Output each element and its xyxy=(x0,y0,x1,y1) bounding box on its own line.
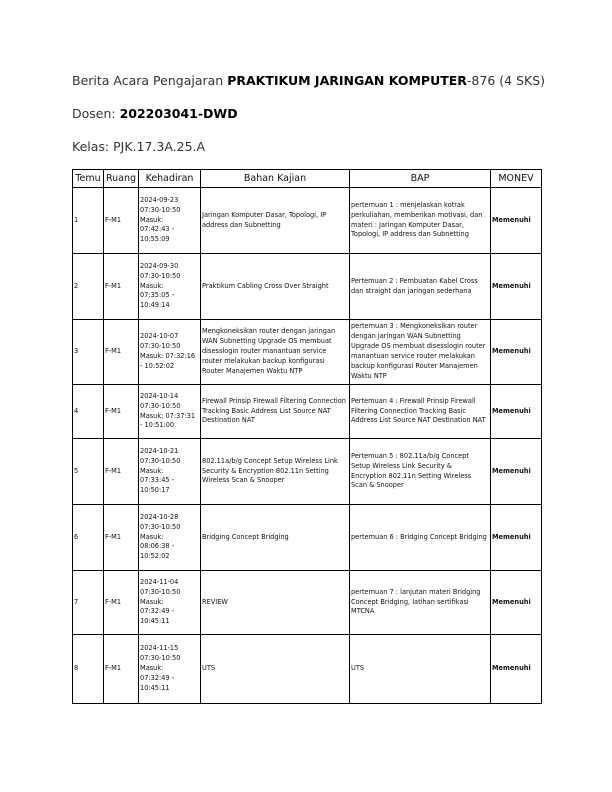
title-prefix: Berita Acara Pengajaran xyxy=(72,73,228,88)
attendance-line: 10:45:11 xyxy=(140,617,170,626)
room-cell: F-M1 xyxy=(104,320,139,385)
table-row xyxy=(73,254,542,320)
attendance-line: Masuk: xyxy=(140,281,164,290)
document-title xyxy=(72,73,545,88)
study-material-cell: 802.11a/b/g Concept Setup Wireless Link Security & Encryption 802.11n Setting Wireless Scan & Snooper xyxy=(201,439,350,505)
bap-cell: UTS xyxy=(350,635,491,704)
lecturer-id: 202203041-DWD xyxy=(119,106,238,121)
room-cell: F-M1 xyxy=(104,439,139,505)
bap-cell: Pertemuan 4 : Firewall Prinsip Firewall Filtering Connection Tracking Basic Address List Source NAT Destination NAT xyxy=(350,385,491,439)
meeting-number: 1 xyxy=(73,188,104,254)
monev-cell: Memenuhi xyxy=(491,320,542,385)
study-material-cell: REVIEW xyxy=(201,571,350,635)
attendance-line: 10:49:14 xyxy=(140,301,170,310)
attendance-line: 2024-10-14 xyxy=(140,391,179,400)
attendance-cell xyxy=(139,439,201,505)
bap-cell: pertemuan 6 : Bridging Concept Bridging xyxy=(350,505,491,571)
attendance-line: Masuk: xyxy=(140,664,164,673)
room-cell: F-M1 xyxy=(104,188,139,254)
attendance-line: 07:30-10:50 xyxy=(140,205,181,214)
attendance-line: Masuk: xyxy=(140,597,164,606)
attendance-cell xyxy=(139,320,201,385)
study-material-cell: UTS xyxy=(201,635,350,704)
table-row xyxy=(73,320,542,385)
table-header-row xyxy=(73,170,542,188)
table-row xyxy=(73,188,542,254)
room-cell: F-M1 xyxy=(104,571,139,635)
attendance-cell xyxy=(139,571,201,635)
study-material-cell: Bridging Concept Bridging xyxy=(201,505,350,571)
attendance-line: 07:30-10:50 xyxy=(140,654,181,663)
meeting-number: 2 xyxy=(73,254,104,320)
lecturer-label: Dosen: xyxy=(72,106,120,121)
col-header-monev: MONEV xyxy=(491,170,542,188)
meeting-number: 6 xyxy=(73,505,104,571)
attendance-line: 07:33:45 - xyxy=(140,476,175,485)
bap-cell: Pertemuan 2 : Pembuatan Kabel Cross dan straight dan jaringan sederhana xyxy=(350,254,491,320)
room-cell: F-M1 xyxy=(104,254,139,320)
table-body xyxy=(73,188,542,704)
attendance-line: 2024-10-28 xyxy=(140,512,179,521)
meeting-number: 5 xyxy=(73,439,104,505)
attendance-line: 2024-09-30 xyxy=(140,261,179,270)
meeting-number: 3 xyxy=(73,320,104,385)
room-cell: F-M1 xyxy=(104,505,139,571)
monev-cell: Memenuhi xyxy=(491,188,542,254)
attendance-line: 10:55:09 xyxy=(140,235,170,244)
monev-cell: Memenuhi xyxy=(491,385,542,439)
study-material-cell: Firewall Prinsip Firewall Filtering Connection Tracking Basic Address List Source NAT Destination NAT xyxy=(201,385,350,439)
attendance-cell xyxy=(139,505,201,571)
attendance-line: 10:45:11 xyxy=(140,683,170,692)
table-row xyxy=(73,505,542,571)
attendance-line: 07:30-10:50 xyxy=(140,456,181,465)
table-row xyxy=(73,439,542,505)
attendance-line: Masuk: xyxy=(140,466,164,475)
attendance-line: 2024-11-04 xyxy=(140,577,179,586)
attendance-line: 2024-10-21 xyxy=(140,446,179,455)
col-header-ruang: Ruang xyxy=(104,170,139,188)
monev-cell: Memenuhi xyxy=(491,571,542,635)
col-header-bahan-kajian: Bahan Kajian xyxy=(201,170,350,188)
table-row xyxy=(73,635,542,704)
monev-cell: Memenuhi xyxy=(491,439,542,505)
attendance-line: 07:35:05 - xyxy=(140,291,175,300)
attendance-line: Masuk: xyxy=(140,532,164,541)
table-row xyxy=(73,571,542,635)
col-header-bap: BAP xyxy=(350,170,491,188)
attendance-line: 07:30-10:50 xyxy=(140,587,181,596)
attendance-line: 10:50:17 xyxy=(140,486,170,495)
table-row xyxy=(73,385,542,439)
attendance-cell xyxy=(139,635,201,704)
attendance-cell xyxy=(139,385,201,439)
monev-cell: Memenuhi xyxy=(491,635,542,704)
attendance-line: 08:06:38 - xyxy=(140,542,175,551)
attendance-line: 07:42:43 - xyxy=(140,225,175,234)
class-line: Kelas: PJK.17.3A.25.A xyxy=(72,139,206,154)
study-material-cell: Jaringan Komputer Dasar, Topologi, IP address dan Subnetting xyxy=(201,188,350,254)
bap-cell: pertemuan 7 : lanjutan materi Bridging Concept Bridging, latihan sertifikasi MTCNA xyxy=(350,571,491,635)
attendance-line: 2024-09-23 xyxy=(140,195,179,204)
attendance-line: 07:30-10:50 xyxy=(140,342,181,351)
attendance-cell xyxy=(139,254,201,320)
attendance-line: 2024-10-07 xyxy=(140,332,179,341)
meeting-number: 4 xyxy=(73,385,104,439)
bap-cell: pertemuan 1 : menjelaskan kotrak perkuliahan, memberikan motivasi, dan materi : Jaringan Komputer Dasar, Topologi, IP address dan Subnetting xyxy=(350,188,491,254)
room-cell: F-M1 xyxy=(104,385,139,439)
attendance-line: 07:30-10:50 xyxy=(140,401,181,410)
attendance-line: - 10:51:00 xyxy=(140,421,175,430)
attendance-line: 10:52:02 xyxy=(140,552,170,561)
attendance-line: Masuk: 07:32:16 xyxy=(140,352,196,360)
col-header-kehadiran: Kehadiran xyxy=(139,170,201,188)
study-material-cell: Praktikum Cabling Cross Over Straight xyxy=(201,254,350,320)
study-material-cell: Mengkoneksikan router dengan jaringan WAN Subnetting Upgrade OS membuat disesslogin router manantuan service router melakukan backup konfigurasi Router Manajemen Waktu NTP xyxy=(201,320,350,385)
attendance-line: 2024-11-15 xyxy=(140,644,179,653)
attendance-cell xyxy=(139,188,201,254)
bap-cell: Pertemuan 5 : 802.11a/b/g Concept Setup Wireless Link Security & Encryption 802.11n Setting Wireless Scan & Snooper xyxy=(350,439,491,505)
attendance-line: 07:30-10:50 xyxy=(140,522,181,531)
attendance-line: Masuk: xyxy=(140,215,164,224)
attendance-line: 07:32:49 - xyxy=(140,673,175,682)
attendance-line: - 10:52:02 xyxy=(140,361,175,370)
col-header-temu: Temu xyxy=(73,170,104,188)
monev-cell: Memenuhi xyxy=(491,505,542,571)
attendance-line: Masuk: 07:37:31 xyxy=(140,411,196,420)
lecturer-line xyxy=(72,106,238,121)
course-code: -876 (4 SKS) xyxy=(466,73,546,88)
meeting-number: 8 xyxy=(73,635,104,704)
attendance-table xyxy=(72,169,542,704)
monev-cell: Memenuhi xyxy=(491,254,542,320)
meeting-number: 7 xyxy=(73,571,104,635)
bap-cell: pertemuan 3 : Mengkoneksikan router dengan jaringan WAN Subnetting Upgrade OS membuat disesslogin router manantuan service router melakukan backup konfigurasi Router Manajemen Waktu NTP xyxy=(350,320,491,385)
room-cell: F-M1 xyxy=(104,635,139,704)
attendance-line: 07:30-10:50 xyxy=(140,271,181,280)
course-name: PRAKTIKUM JARINGAN KOMPUTER xyxy=(227,73,467,88)
attendance-line: 07:32:49 - xyxy=(140,607,175,616)
